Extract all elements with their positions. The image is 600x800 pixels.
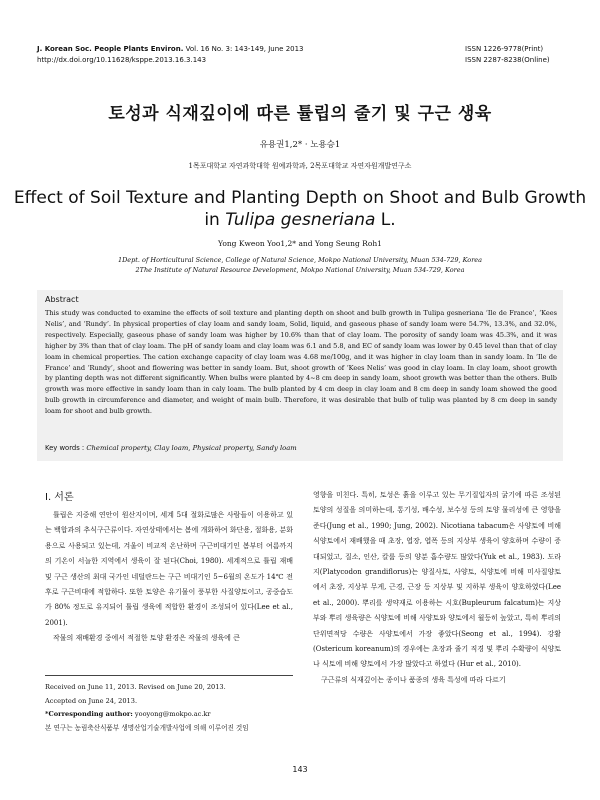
title-english-line1: Effect of Soil Texture and Planting Depth on Shoot and Bulb Growth: [13, 188, 587, 208]
footnotes: [45, 681, 295, 735]
affiliation-english: [0, 255, 600, 275]
keywords-values: Chemical property, Clay loam, Physical property, Sandy loam: [86, 444, 297, 452]
left-column: [45, 508, 293, 647]
authors-english: Yong Kweon Yoo1,2* and Yong Seung Roh1: [218, 239, 382, 248]
title-en-prefix: in: [204, 210, 220, 230]
received-dates: Received on June 11, 2013. Revised on June 20, 2013.: [45, 683, 226, 691]
footnote-divider: [45, 675, 293, 676]
species-name: Tulipa gesneriana: [225, 210, 376, 230]
corresponding-author: [45, 708, 295, 722]
affiliation-korean: 1목포대학교 자연과학대학 원예과학과, 2목포대학교 자연자원개발연구소: [188, 162, 412, 170]
funding-note: 본 연구는 농림축산식품부 생명산업기술개발사업에 의해 이루어진 것임: [45, 723, 249, 732]
accepted-date: Accepted on June 24, 2013.: [45, 696, 138, 705]
section-heading-introduction: Ⅰ. 서론: [45, 492, 74, 503]
corresponding-label: *Corresponding author:: [45, 710, 133, 718]
right-column: [313, 488, 561, 688]
title-en-suffix: L.: [380, 210, 396, 230]
page-number: 143: [292, 765, 308, 774]
issn-online: ISSN 2287-8238(Online): [465, 56, 550, 64]
authors-korean: 유용권1,2* · 노용승1: [259, 140, 341, 150]
keywords: [45, 444, 557, 452]
journal-name: J. Korean Soc. People Plants Environ.: [37, 45, 184, 53]
paragraph: 영향을 미친다. 특히, 토성은 흙을 이루고 있는 무기질입자의 굵기에 따른 조성된 토양의 성질을 의미하는데, 통기성, 배수성, 보수성 등의 토양 물리성에 큰 영향을 준다(Jung et al., 1990; Jung, 2002). Nicotiana tabacum은 사양토에 비해 식양토에서 재배했을 때 초장, 엽장, 엽폭 등의 지상부 생육이 양호하며 수량이 증대되었고, 질소, 인산, 칼륨 등의 양분 흡수량도 많았다(Yuk et al., 1983). 도라지(Platycodon grandiflorus)는 양질사토, 사양토, 식양토에 비해 미사질양토에서 초장, 지상부 무게, 근경, 근장 등 지상부 및 지하부 생육이 양호하였다(Lee et al., 2000). 뿌리를 생약재로 이용하는 시호(Bupleurum falcatum)는 지상부와 뿌리 생육량은 식양토에 비해 사양토와 양토에서 월등히 높았고, 특히 뿌리의 단위면적당 수량은 사양토에서 가장 좋았다(Seong et al., 1994). 강활(Ostericum koreanum)의 경우에는 초장과 줄기 직경 및 뿌리 수확량이 식양토나 식토에 비해 양토에서 가장 많았다고 하였다 (Hur et al., 2010).: [313, 491, 561, 669]
paragraph: 작물의 재배환경 중에서 적절한 토양 환경은 작물의 생육에 큰: [53, 634, 240, 643]
corresponding-email[interactable]: yooyong@mokpo.ac.kr: [134, 710, 211, 718]
title-english-line2: [0, 209, 600, 231]
doi-link[interactable]: http://dx.doi.org/10.11628/ksppe.2013.16.3.143: [37, 56, 207, 64]
journal-header: [37, 44, 304, 66]
abstract-text: This study was conducted to examine the effects of soil texture and planting depth on shoot and bulb growth in Tulipa gesneriana ‘Ile de France’, ‘Kees Nelis’, and ‘Rundy’. In physical properties of clay loam and sandy loam, Solid, liquid, and gaseous phase of sandy loam were 54.7%, 13.3%, and 32.0%, respectively. Especially, gaseous phase of sandy loam was higher by 10.6% than that of clay loam. The porosity of sandy loam was 45.3%, and it was higher by 3% than that of clay loam. The pH of sandy loam and clay loam was 6.1 and 5.8, and EC of sandy loam was lower by 0.45 level than that of clay loam in chemical properties. The cation exchange capacity of clay loam was 4.68 me/100g, and it was higher in clay loam than in sandy loam. In ‘Ile de France’ and ‘Rundy’, shoot and flowering was better in sandy loam. But, shoot growth of ‘Kees Nelis’ was good in clay loam. In clay loam, shoot growth by planting depth was not different significantly. When bulbs were planted by 4~8 cm deep in sandy loam, shoot growth was better than the others. Bulb growth was more effective in sandy loam than in caly loam. The bulb planted by 4 cm deep in clay loam and 8 cm deep in sandy loam showed the good bulb growth in circumference and diameter, and weight of main bulb. Therefore, it was desirable that bulb of tulip was planted by 8 cm deep in sandy loam for shoot and bulb growth.: [45, 309, 557, 416]
issn-block: [465, 44, 550, 66]
affiliation-en-1: 1Dept. of Horticultural Science, College of Natural Science, Mokpo National University, Muan 534-729, Korea: [117, 256, 483, 264]
volume-info: Vol. 16 No. 3: 143-149, June 2013: [185, 45, 304, 53]
affiliation-en-2: 2The Institute of Natural Resource Development, Mokpo National University, Muan 534-729, Korea: [135, 266, 465, 274]
keywords-label: Key words :: [45, 444, 85, 452]
title-korean: 토성과 식재깊이에 따른 튤립의 줄기 및 구근 생육: [108, 104, 492, 124]
paragraph: 구근류의 식재깊이는 종이나 품종의 생육 특성에 따라 다르기: [321, 675, 506, 684]
abstract-heading: Abstract: [45, 295, 79, 304]
paragraph: 튤립은 지중해 연안이 원산지이며, 세계 5대 절화로많은 사람들이 이용하고 있는 백합과의 추식구근류이다. 자연상태에서는 봄에 개화하여 화단용, 절화용, 분화용으로 사용되고 있는데, 겨울이 비교적 온난하며 구근비대기인 봄부터 여름까지의 기온이 서늘한 지역에서 생육이 잘 된다(Choi, 1980). 세계적으로 튤립 재배 및 구근 생산의 최대 국가인 네덜란드는 구근 비대기인 5~6월의 온도가 14℃ 전후로 구근비대에 적합하다. 또한 토양은 유기물이 풍부한 사질양토이고, 공중습도가 80% 정도로 유지되어 튤립 생육에 적합한 환경이 조성되어 있다(Lee et al., 2001).: [45, 511, 293, 627]
issn-print: ISSN 1226-9778(Print): [465, 45, 544, 53]
title-english: [0, 187, 600, 231]
